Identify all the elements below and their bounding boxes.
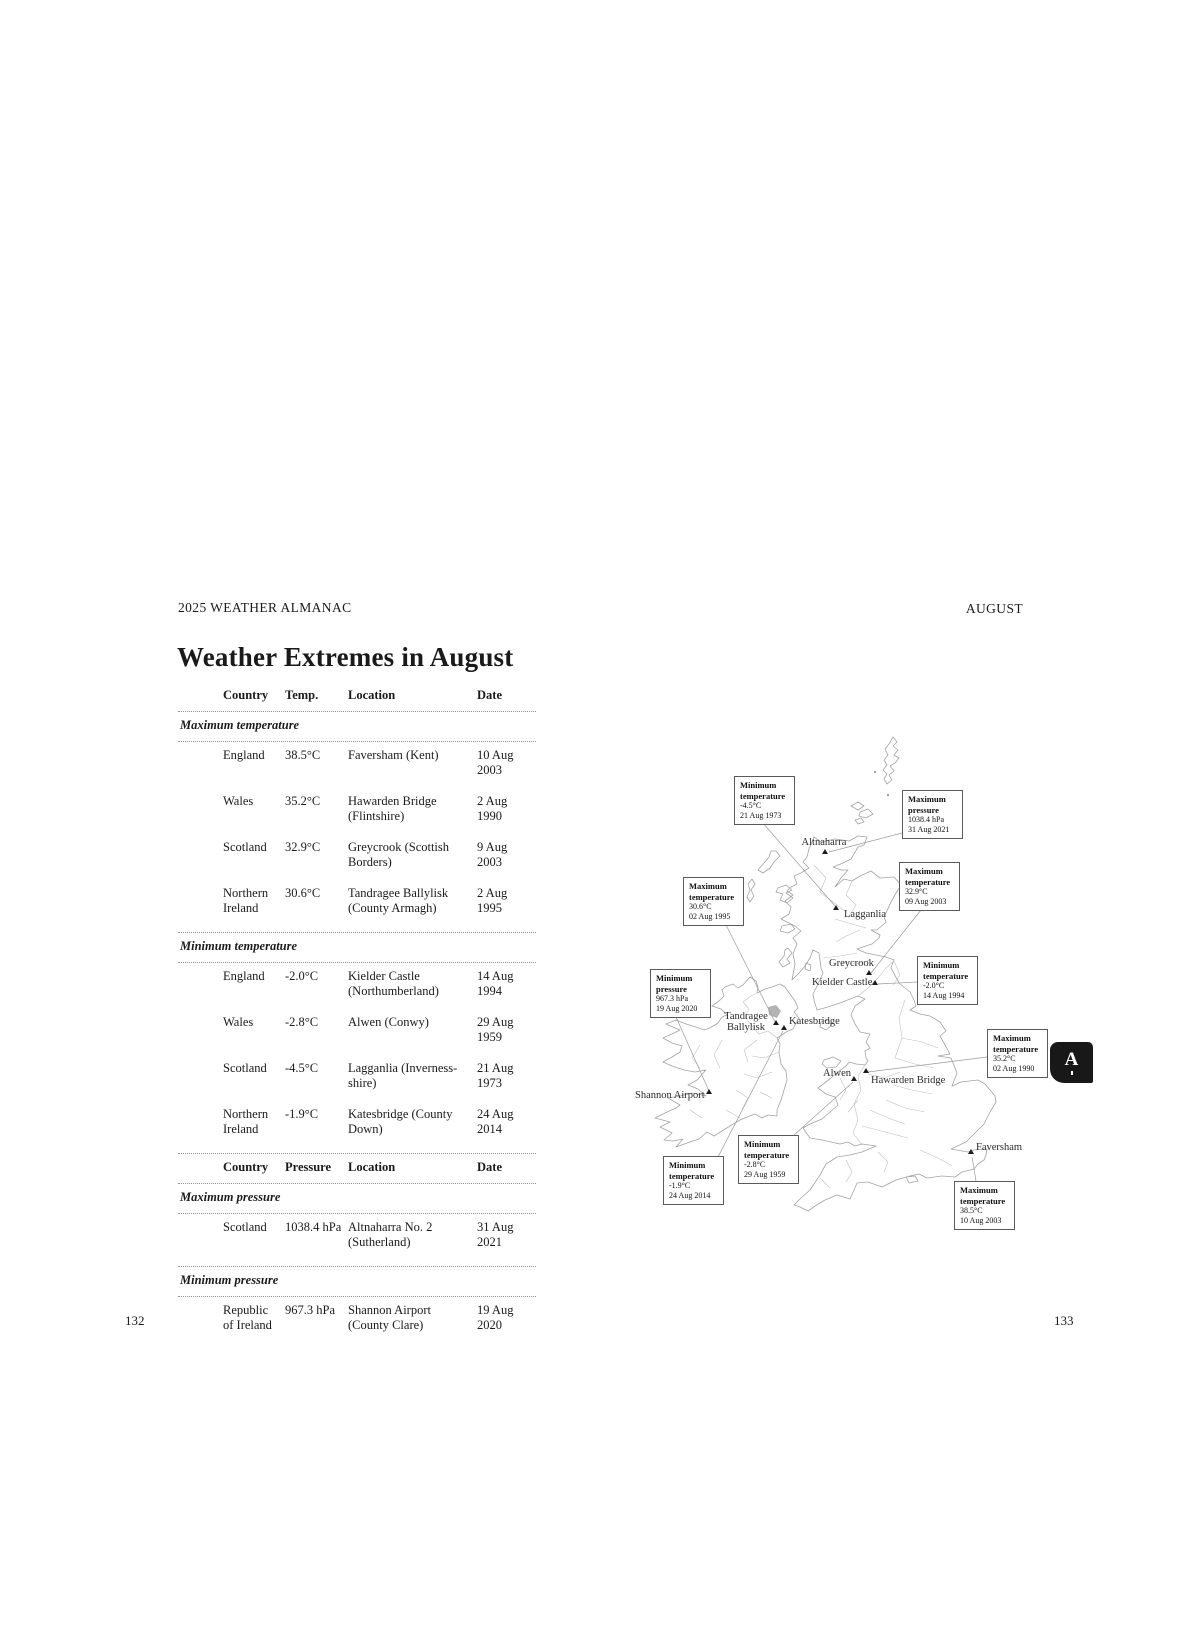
cell-location: Alwen (Conwy) [348,1015,429,1029]
callout-date: 21 Aug 1973 [740,811,782,820]
page-number-left: 132 [125,1313,145,1328]
cell-country: Wales [223,1015,254,1029]
callout-title: Maximum temperature [960,1185,1006,1206]
callout-date: 29 Aug 1959 [744,1170,786,1179]
col-date: Date [477,688,502,702]
place-label-greycrook: Greycrook [829,958,874,969]
shetland-outline [883,737,899,784]
cell-value: -2.8°C [285,1015,319,1029]
cell-value: 30.6°C [285,886,321,900]
cell-value: 35.2°C [285,794,321,808]
callout-date: 10 Aug 2003 [960,1216,1002,1225]
cell-date: 14 Aug 1994 [477,969,514,998]
cell-date: 2 Aug 1995 [477,886,508,915]
callout-title: Minimum pressure [656,973,693,994]
orkney-outline [851,802,873,824]
cell-country: Republic of Ireland [223,1303,272,1332]
callout-date: 02 Aug 1990 [993,1064,1035,1073]
cell-country: Wales [223,794,254,808]
callout-title: Maximum temperature [993,1033,1039,1054]
marker-alwen [851,1076,857,1081]
running-head-right: AUGUST [965,601,1023,616]
cell-date: 9 Aug 2003 [477,840,508,869]
callout-date: 02 Aug 1995 [689,912,731,921]
callout-value: -1.9°C [669,1181,691,1190]
place-label-shannon-airport: Shannon Airport [635,1090,705,1101]
callout-min-temp-ni [663,1156,724,1205]
cell-location: Faversham (Kent) [348,748,439,762]
callout-min-temp-england [917,956,978,1005]
col-country: Country [223,688,269,702]
place-label-lagganlia: Lagganlia [844,909,886,920]
cell-country: Scotland [223,1061,267,1075]
cell-value: 967.3 hPa [285,1303,335,1317]
callout-title: Maximum pressure [908,794,946,815]
cell-location: Shannon Airport (County Clare) [348,1303,431,1332]
callout-value: 967.3 hPa [656,994,688,1003]
callout-value: 38.5°C [960,1206,983,1215]
cell-date: 29 Aug 1959 [477,1015,514,1044]
cell-location: Katesbridge (County Down) [348,1107,453,1136]
cell-date: 31 Aug 2021 [477,1220,514,1249]
callout-min-pressure [650,969,711,1018]
col-pressure: Pressure [285,1160,332,1174]
callout-value: 30.6°C [689,902,712,911]
marker-hawarden-bridge [863,1068,869,1073]
cell-date: 2 Aug 1990 [477,794,508,823]
col-country: Country [223,1160,269,1174]
callout-value: -4.5°C [740,801,762,810]
cell-location: Tandragee Ballylisk (County Armagh) [348,886,449,915]
callout-value: -2.8°C [744,1160,766,1169]
callout-max-pressure [902,790,963,839]
page-title: Weather Extremes in August [177,642,514,672]
callout-value: 35.2°C [993,1054,1016,1063]
cell-value: 38.5°C [285,748,321,762]
col-date: Date [477,1160,502,1174]
callout-min-temp-wales [738,1135,799,1184]
marker-altnaharra [822,849,828,854]
foula-isle [887,794,889,796]
place-label-faversham: Faversham [976,1142,1023,1153]
section-label: Minimum pressure [180,1273,279,1287]
cell-value: -1.9°C [285,1107,319,1121]
col-location: Location [348,1160,396,1174]
marker-katesbridge [781,1025,787,1030]
cell-location: Lagganlia (Inverness-shire) [348,1061,458,1090]
cell-value: 32.9°C [285,840,321,854]
callout-date: 31 Aug 2021 [908,825,950,834]
callout-title: Minimum temperature [923,960,969,981]
marker-shannon-airport [706,1089,712,1094]
running-head-left: 2025 WEATHER ALMANAC [178,600,352,615]
col-location: Location [348,688,396,702]
section-label: Maximum pressure [180,1190,281,1204]
callout-date: 14 Aug 1994 [923,991,965,1000]
callout-date: 19 Aug 2020 [656,1004,698,1013]
cell-date: 10 Aug 2003 [477,748,514,777]
hebrides-outline [747,851,811,971]
place-label-hawarden-bridge: Hawarden Bridge [871,1075,946,1086]
chapter-tab-letter: A [1064,1049,1079,1070]
cell-date: 19 Aug 2020 [477,1303,514,1332]
cell-country: Scotland [223,1220,267,1234]
section-label: Minimum temperature [180,939,298,953]
callout-title: Maximum temperature [905,866,951,887]
cell-date: 21 Aug 1973 [477,1061,514,1090]
callout-max-temp-england [954,1181,1015,1230]
callout-value: 32.9°C [905,887,928,896]
cell-country: England [223,969,265,983]
place-label-kielder-castle: Kielder Castle [812,977,873,988]
callout-date: 24 Aug 2014 [669,1191,711,1200]
isle-of-wight-outline [906,1176,918,1183]
callout-value: -2.0°C [923,981,945,990]
col-temp: Temp. [285,688,319,702]
section-label: Maximum temperature [180,718,300,732]
callout-title: Minimum temperature [740,780,786,801]
chapter-tab-ornament [1071,1071,1073,1075]
callout-date: 09 Aug 2003 [905,897,947,906]
page-number-right: 133 [1054,1313,1074,1328]
cell-value: 1038.4 hPa [285,1220,342,1234]
place-label-altnaharra: Altnaharra [801,837,847,848]
cell-location: Hawarden Bridge (Flintshire) [348,794,437,823]
callout-title: Minimum temperature [744,1139,790,1160]
fair-isle [874,771,876,773]
place-label-tandragee-ballylisk: Tandragee Ballylisk [724,1011,768,1033]
callout-max-temp-wales [987,1029,1048,1078]
callout-title: Maximum temperature [689,881,735,902]
callout-max-temp-scotland [899,862,960,911]
callout-max-temp-ni [683,877,744,926]
cell-location: Kielder Castle (Northumberland) [348,969,439,998]
place-label-katesbridge: Katesbridge [789,1016,840,1027]
cell-location: Greycrook (Scottish Borders) [348,840,450,869]
marker-kielder-castle [872,980,878,985]
callout-value: 1038.4 hPa [908,815,944,824]
cell-value: -2.0°C [285,969,319,983]
cell-value: -4.5°C [285,1061,319,1075]
callout-min-temp-scotland [734,776,795,825]
callout-title: Minimum temperature [669,1160,715,1181]
place-label-alwen: Alwen [823,1068,851,1079]
chapter-tab-a [1050,1042,1093,1083]
cell-country: England [223,748,265,762]
cell-location: Altnaharra No. 2 (Sutherland) [348,1220,433,1249]
cell-country: Northern Ireland [223,1107,269,1136]
cell-country: Scotland [223,840,267,854]
marker-tandragee [773,1020,779,1025]
cell-date: 24 Aug 2014 [477,1107,514,1136]
cell-country: Northern Ireland [223,886,269,915]
anglesey-outline [822,1057,841,1068]
